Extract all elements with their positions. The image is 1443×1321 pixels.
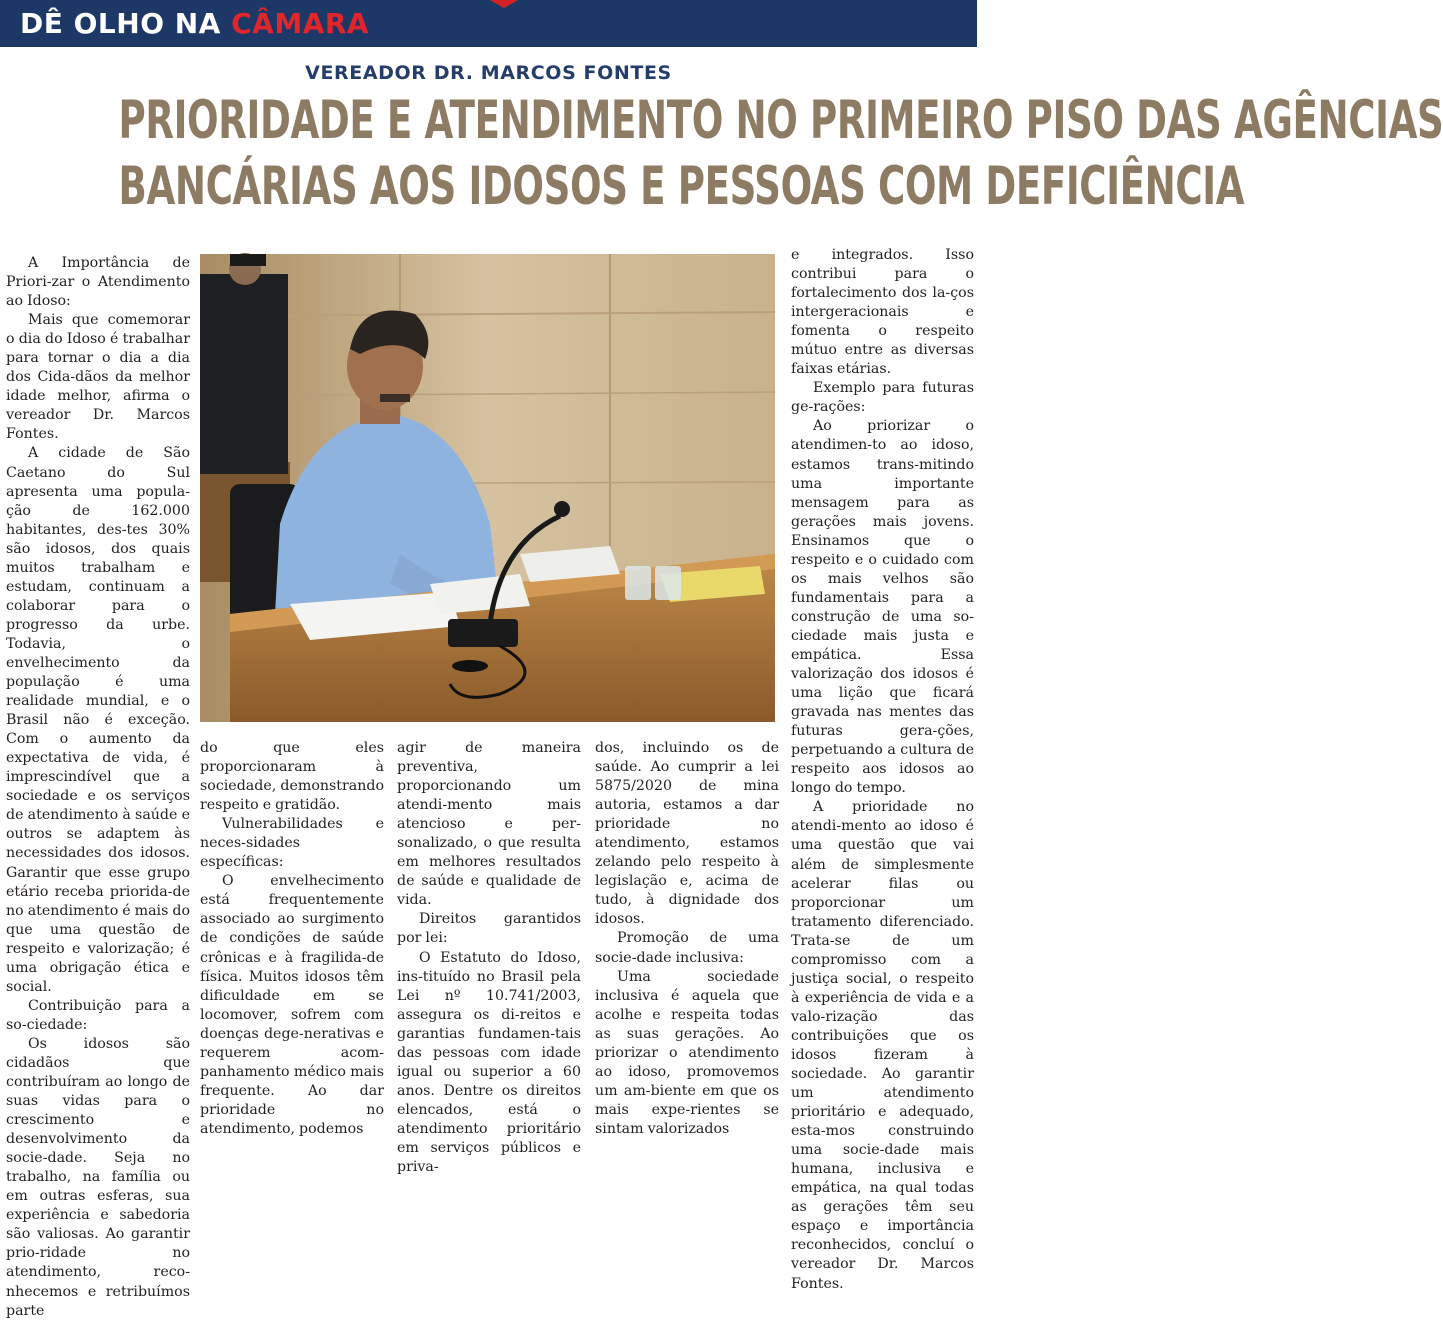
article-column-1 xyxy=(6,254,190,1321)
paragraph: Contribuição para a so-ciedade: xyxy=(6,997,190,1033)
paragraph: Vulnerabilidades e neces-sidades específicas: xyxy=(200,816,384,871)
paragraph: O envelhecimento está frequentemente associado ao surgimento de condições de saúde crônicas e à fragilida-de física. Muitos idosos têm dificuldade em se locomover, sofrem com doenças dege-nerativas e requerem acom-panhamento médico mais frequente. Ao dar prioridade no atendimento, podemos xyxy=(200,873,384,1137)
paragraph: Ao priorizar o atendimen-to ao idoso, estamos trans-mitindo uma importante mensagem para as gerações mais jovens. Ensinamos que o respeito e o cuidado com os mais velhos são fundamentais para a construção de uma so-ciedade mais justa e empática. Essa valorização dos idosos é uma lição que ficará gravada nas mentes das futuras gera-ções, perpetuando a cultura de respeito aos idosos ao longo do tempo. xyxy=(791,418,974,797)
paragraph: O Estatuto do Idoso, ins-tituído no Brasil pela Lei nº 10.741/2003, assegura os di-reitos e garantias fundamen-tais das pessoas com idade igual ou superior a 60 anos. Dentre os direitos elencados, está o atendimento prioritário em serviços públicos e priva- xyxy=(397,949,581,1176)
section-title xyxy=(6,4,383,43)
article-headline xyxy=(118,88,1443,220)
article-kicker: VEREADOR DR. MARCOS FONTES xyxy=(305,62,672,84)
article-column-2 xyxy=(200,739,384,1139)
section-banner xyxy=(0,0,977,47)
banner-flag-icon xyxy=(490,0,518,8)
article-photo xyxy=(200,254,775,722)
headline-line: BANCÁRIAS AOS IDOSOS E PESSOAS COM DEFICIÊNCIA xyxy=(118,156,1245,217)
section-title-highlight: CÂMARA xyxy=(231,7,370,40)
article-column-5 xyxy=(791,246,974,1294)
paragraph: Os idosos são cidadãos que contribuíram ao longo de suas vidas para o crescimento e desenvolvimento da socie-dade. Seja no trabalho, na família ou em outras esferas, sua experiência e sabedoria são valiosas. Ao garantir prio-ridade no atendimento, reco-nhecemos e retribuímos parte xyxy=(6,1035,190,1319)
paragraph: A cidade de São Caetano do Sul apresenta uma popula-ção de 162.000 habitantes, des-tes 30% são idosos, dos quais muitos trabalham e estudam, continuam a colaborar para o progresso da urbe. Todavia, o envelhecimento da população é uma realidade mundial, e o Brasil não é exceção. Com o aumento da expectativa de vida, é imprescindível que a sociedade e os serviços de atendimento à saúde e outros se adaptem às necessidades dos idosos. Garantir que esse grupo etário receba priorida-de no atendimento é mais do que uma questão de respeito e valorização; é uma obrigação ética e social. xyxy=(6,445,191,995)
headline-line: PRIORIDADE E ATENDIMENTO NO PRIMEIRO PISO DAS AGÊNCIAS xyxy=(118,90,1443,151)
section-title-prefix: DÊ OLHO NA xyxy=(20,7,232,40)
paragraph: Mais que comemorar o dia do Idoso é trabalhar para tornar o dia a dia dos Cida-dãos da melhor idade melhor, afirma o vereador Dr. Marcos Fontes. xyxy=(6,312,190,443)
paragraph: A Importância de Priori-zar o Atendimento ao Idoso: xyxy=(6,255,190,310)
paragraph: Uma sociedade inclusiva é aquela que acolhe e respeita todas as suas gerações. Ao priorizar o atendimento ao idoso, promovemos um am-biente em que os mais expe-rientes se sintam valorizados xyxy=(595,968,779,1137)
paragraph: e integrados. Isso contribui para o fortalecimento dos la-ços intergeracionais e fomenta o respeito mútuo entre as diversas faixas etárias. xyxy=(791,247,974,378)
paragraph: dos, incluindo os de saúde. Ao cumprir a lei 5875/2020 de mina autoria, estamos a dar prioridade no atendimento, estamos zelando pelo respeito à legislação e, acima de tudo, à dignidade dos idosos. xyxy=(595,740,779,928)
paragraph: Direitos garantidos por lei: xyxy=(397,911,581,947)
article-column-4 xyxy=(595,739,779,1139)
paragraph: do que eles proporcionaram à sociedade, demonstrando respeito e gratidão. xyxy=(200,740,384,814)
paragraph: Exemplo para futuras ge-rações: xyxy=(791,380,974,416)
photo-council-member-signing-icon xyxy=(200,254,775,722)
paragraph: agir de maneira preventiva, proporcionando um atendi-mento mais atencioso e per-sonalizado, o que resulta em melhores resultados de saúde e qualidade de vida. xyxy=(397,740,581,909)
paragraph: A prioridade no atendi-mento ao idoso é uma questão que vai além de simplesmente acelerar filas ou proporcionar um tratamento diferenciado. Trata-se de um compromisso com a justiça social, o respeito à experiência de vida e a valo-rização das contribuições que os idosos fizeram à sociedade. Ao garantir um atendimento prioritário e adequado, esta-mos construindo uma socie-dade mais humana, inclusiva e empática, na qual todas as gerações têm seu espaço e importância reconhecidos, concluí o vereador Dr. Marcos Fontes. xyxy=(791,799,974,1292)
paragraph: Promoção de uma socie-dade inclusiva: xyxy=(595,930,779,966)
article-column-3 xyxy=(397,739,581,1177)
